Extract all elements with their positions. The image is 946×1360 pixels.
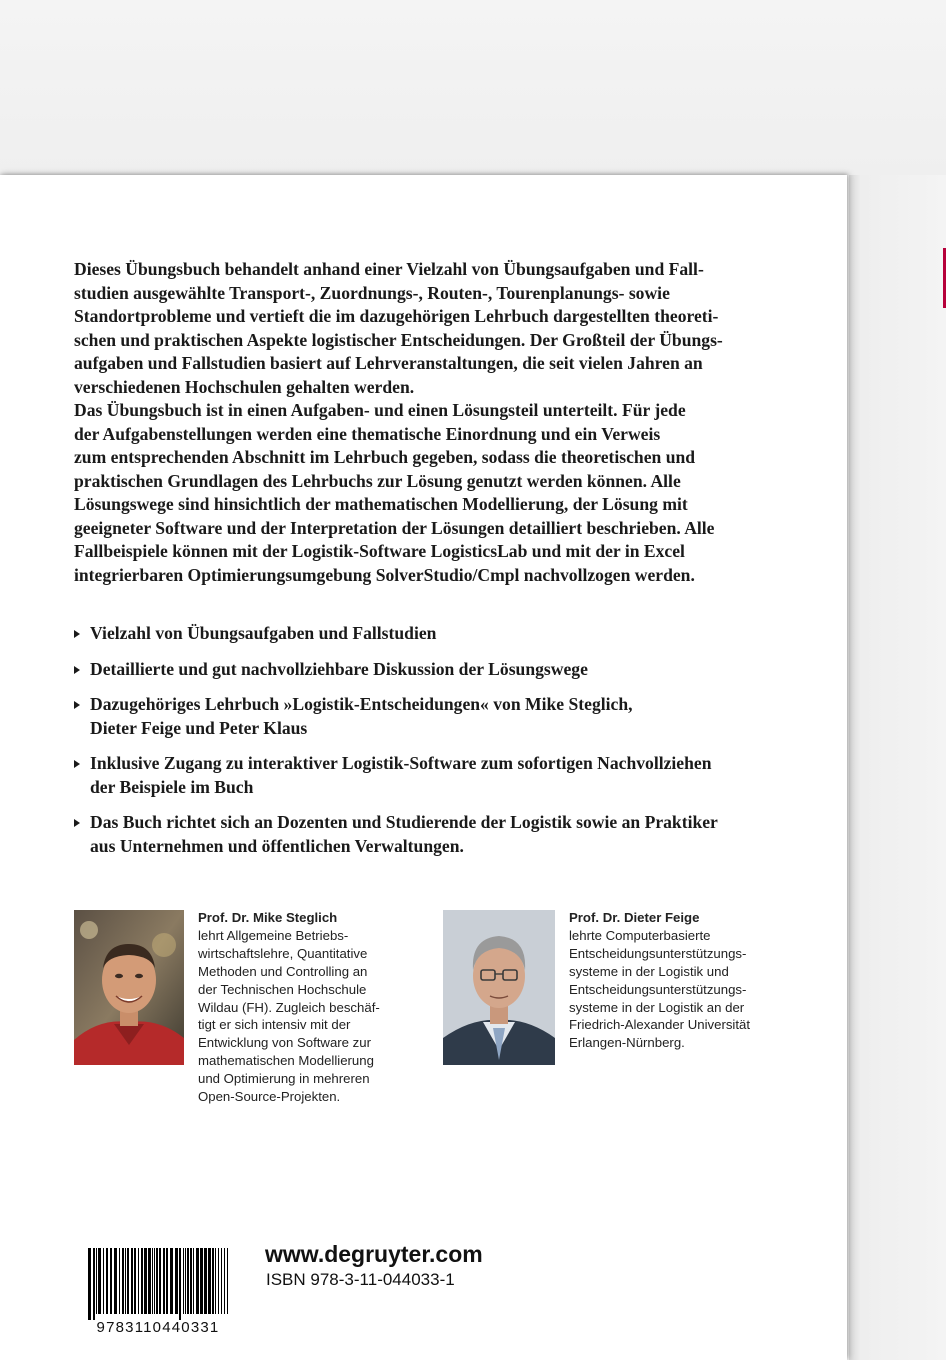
bio-line: Friedrich-Alexander Universität [569,1017,751,1033]
barcode-bar [185,1248,186,1314]
bio-line: lehrt Allgemeine Betriebs- [198,927,349,943]
barcode-bar [138,1248,139,1314]
barcode-bar [148,1248,151,1314]
triangle-bullet-icon [74,760,80,768]
bio-line: Open-Source-Projekten. [198,1089,341,1105]
barcode-bar [218,1248,219,1314]
feature-line: Dieter Feige und Peter Klaus [90,717,308,738]
feature-item [74,658,814,682]
background-top [0,0,946,175]
barcode-bar [96,1248,97,1314]
description-line: der Aufgabenstellungen werden eine thematische Einordnung und ein Verweis [74,423,661,444]
isbn-barcode [84,1248,232,1334]
barcode-bar [224,1248,225,1314]
barcode-bar [88,1248,91,1320]
feature-line: aus Unternehmen und öffentlichen Verwaltungen. [90,835,464,856]
barcode-bar [227,1248,228,1314]
bio-line: Entwicklung von Software zur [198,1035,371,1051]
author-photo-feige [443,910,555,1065]
feature-line: Das Buch richtet sich an Dozenten und Studierende der Logistik sowie an Praktiker [90,812,718,832]
feature-item [74,811,814,858]
barcode-bar [179,1248,181,1320]
feature-item [74,693,814,740]
bio-line: der Technischen Hochschule [198,981,367,997]
barcode-bar [193,1248,194,1314]
barcode-bar [215,1248,216,1314]
barcode-bar [159,1248,161,1314]
barcode-bar [166,1248,168,1314]
description-line: aufgaben und Fallstudien basiert auf Lehrveranstaltungen, die seit vielen Jahren an [74,353,703,373]
barcode-bar [154,1248,155,1314]
author-name: Prof. Dr. Dieter Feige [569,910,700,925]
portrait-feige-image [443,910,555,1065]
bio-line: systeme in der Logistik an der [569,999,745,1015]
barcode-bar [208,1248,211,1314]
bio-line: Methoden und Controlling an [198,963,368,979]
barcode-bar [187,1248,189,1314]
barcode-bar [127,1248,129,1314]
description-line: praktischen Grundlagen des Lehrbuchs zur Lösung genutzt werden können. Alle [74,470,681,491]
feature-line: Vielzahl von Übungsaufgaben und Fallstudien [90,623,437,643]
isbn-number: ISBN 978-3-11-044033-1 [266,1270,455,1289]
portrait-steglich-image [74,910,184,1065]
triangle-bullet-icon [74,630,80,638]
feature-line: Inklusive Zugang zu interaktiver Logistik-Software zum sofortigen Nachvollziehen [90,753,712,773]
barcode-bar [175,1248,178,1314]
bio-line: Entscheidungsunterstützungs- [569,945,747,961]
description-line: Fallbeispiele können mit der Logistik-Software LogisticsLab und mit der in Excel [74,541,685,561]
barcode-bar [204,1248,207,1314]
feature-line: Dazugehöriges Lehrbuch »Logistik-Entscheidungen« von Mike Steglich, [90,694,633,714]
description-line: Dieses Übungsbuch behandelt anhand einer Vielzahl von Übungsaufgaben und Fall- [74,259,704,279]
feature-item [74,752,814,799]
barcode-bar [156,1248,158,1314]
barcode-bar [122,1248,124,1314]
bio-line: tigt er sich intensiv mit der [198,1017,351,1033]
barcode-bar [114,1248,117,1314]
barcode-bar [196,1248,199,1314]
description-line: integrierbaren Optimierungsumgebung SolverStudio/Cmpl nachvollzogen werden. [74,564,695,585]
feature-line: Detaillierte und gut nachvollziehbare Diskussion der Lösungswege [90,658,588,679]
barcode-bar [141,1248,143,1314]
barcode-bar [221,1248,222,1314]
barcode-bar [190,1248,192,1314]
barcode-bar [106,1248,108,1314]
barcode-bar [170,1248,173,1314]
triangle-bullet-icon [74,819,80,827]
barcode-bar [125,1248,126,1314]
triangle-bullet-icon [74,701,80,709]
barcode-bar [163,1248,165,1314]
triangle-bullet-icon [74,666,80,674]
barcode-digits: 9783110440331 [96,1319,220,1334]
bio-line: Wildau (FH). Zugleich beschäf- [198,999,380,1015]
feature-line: der Beispiele im Buch [90,776,254,797]
description-line: geeigneter Software und der Interpretation der Lösungen detailliert beschrieben. Alle [74,517,715,538]
barcode-bar [144,1248,147,1314]
description-line: Standortprobleme und vertieft die im dazugehörigen Lehrbuch dargestellten theoreti- [74,306,719,326]
barcode-bar [200,1248,203,1314]
bio-line: Entscheidungsunterstützungs- [569,981,747,997]
description-line: verschiedenen Hochschulen gehalten werden. [74,376,415,397]
author-photo-steglich [74,910,184,1065]
feature-item [74,622,814,646]
description-line: schen und praktischen Aspekte logistischer Entscheidungen. Der Großteil der Übungs- [74,329,723,350]
barcode-bar [119,1248,120,1314]
barcode-bar [152,1248,153,1314]
barcode-bar [134,1248,136,1314]
description-line: zum entsprechenden Abschnitt im Lehrbuch gegeben, sodass die theoretischen und [74,447,696,467]
author-bio-steglich [198,909,380,1106]
barcode-bar [131,1248,133,1314]
barcode-bar [103,1248,104,1314]
publisher-website: www.degruyter.com [265,1241,483,1267]
barcode-bar [212,1248,214,1314]
bio-line: Erlangen-Nürnberg. [569,1035,685,1051]
barcode-bar [93,1248,95,1320]
bio-line: systeme in der Logistik und [569,963,729,979]
bio-line: und Optimierung in mehreren [198,1071,370,1087]
barcode-image [84,1248,232,1334]
book-spine-edge [849,175,946,1360]
description-line: Das Übungsbuch ist in einen Aufgaben- und einen Lösungsteil unterteilt. Für jede [74,400,686,420]
description-text [74,258,804,587]
bio-line: lehrte Computerbasierte [569,927,711,943]
bio-line: mathematischen Modellierung [198,1053,374,1069]
author-bio-feige [569,909,750,1052]
barcode-bar [183,1248,184,1314]
bio-line: wirtschaftslehre, Quantitative [198,945,368,961]
barcode-bar [110,1248,112,1314]
description-line: studien ausgewählte Transport-, Zuordnungs-, Routen-, Tourenplanungs- sowie [74,282,670,303]
description-line: Lösungswege sind hinsichtlich der mathematischen Modellierung, der Lösung mit [74,494,688,514]
author-name: Prof. Dr. Mike Steglich [198,910,338,925]
feature-list [74,622,814,858]
barcode-bar [98,1248,101,1314]
